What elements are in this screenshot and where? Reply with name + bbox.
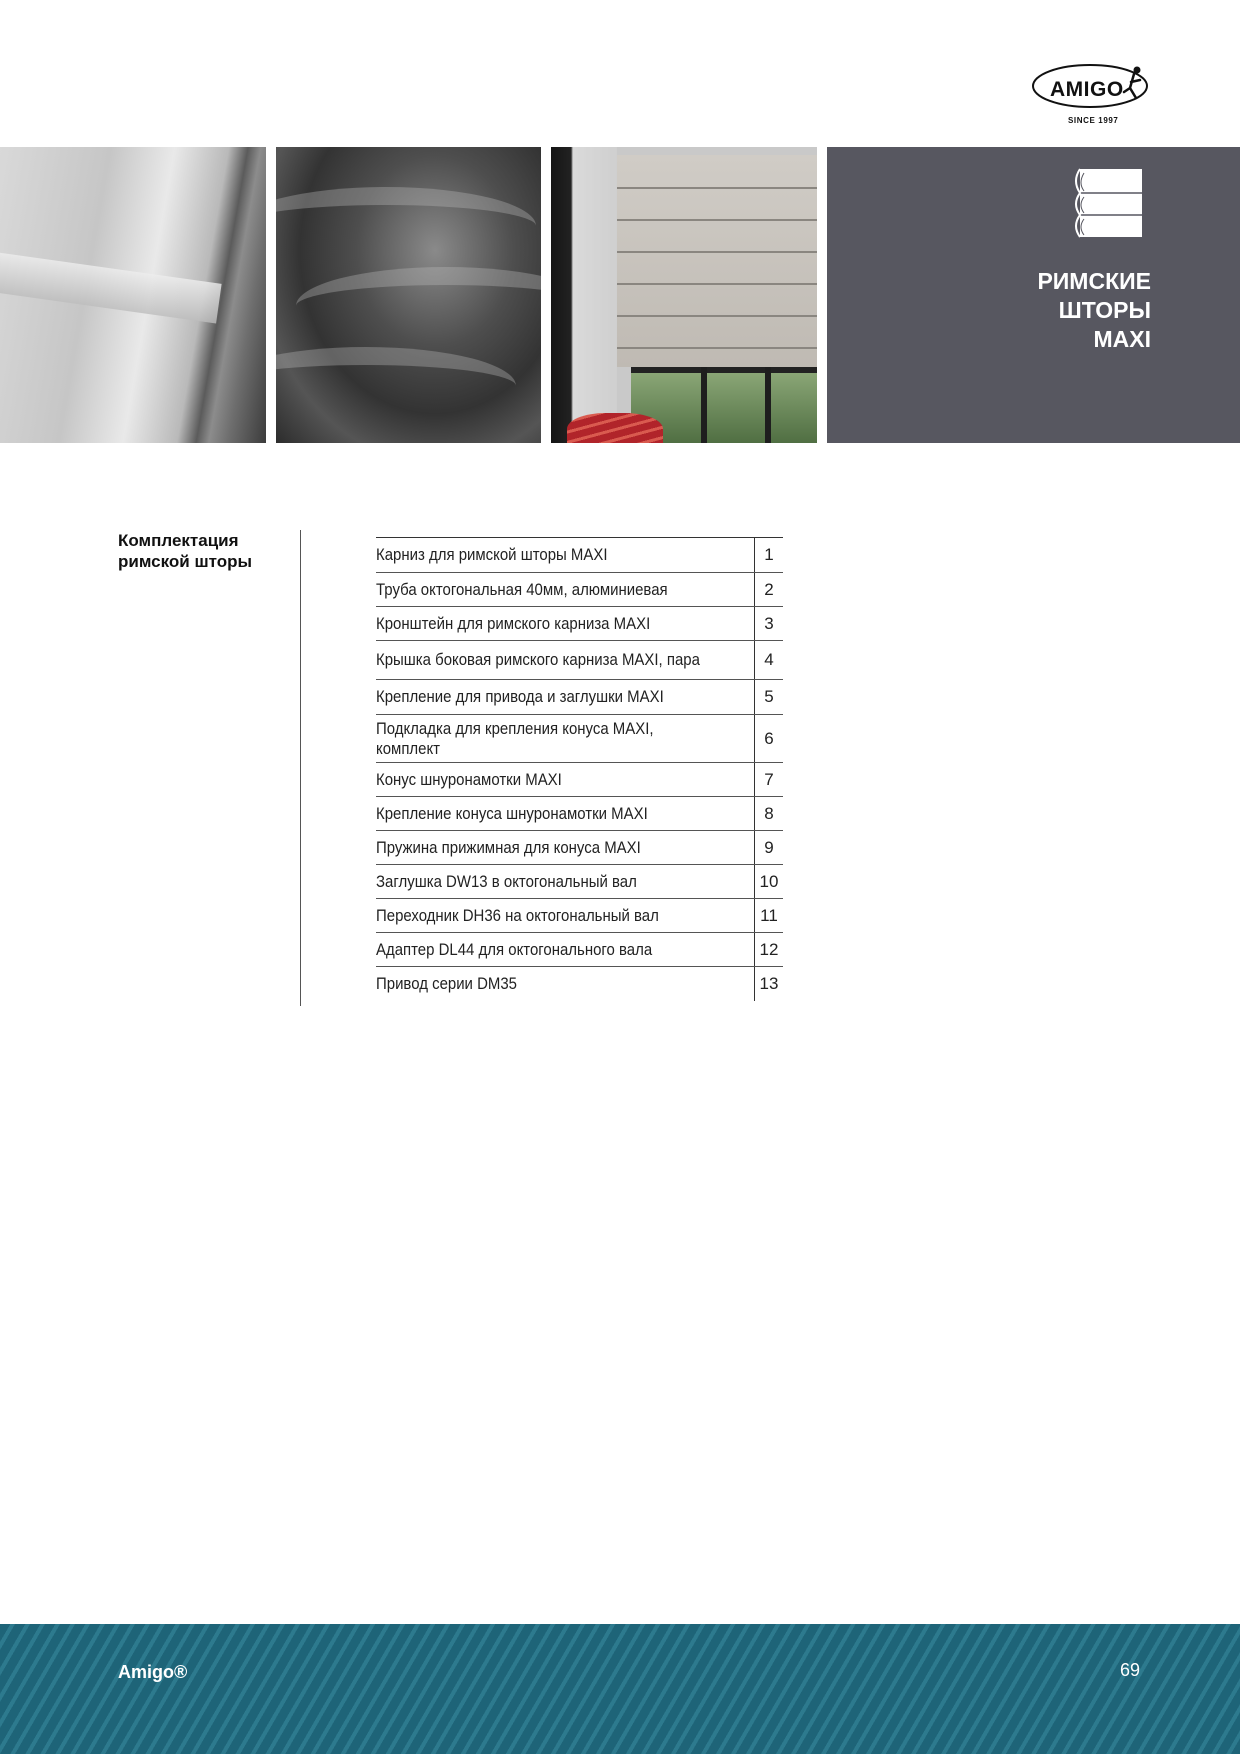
part-number: 1 xyxy=(755,538,784,573)
table-row xyxy=(376,797,783,831)
part-name: Карниз для римской шторы MAXI xyxy=(376,538,755,573)
table-row xyxy=(376,607,783,641)
photo-roman-shade-window xyxy=(551,147,817,443)
photo-window-frame xyxy=(701,367,707,443)
roman-shade-icon xyxy=(1072,167,1144,239)
part-number: 13 xyxy=(755,967,784,1001)
photo-wall xyxy=(551,147,617,443)
table-row xyxy=(376,763,783,797)
title-panel xyxy=(827,147,1240,443)
part-name: Подкладка для крепления конуса MAXI, комплект xyxy=(376,715,755,763)
page-title-line: MAXI xyxy=(1093,326,1151,352)
logo-tagline: SINCE 1997 xyxy=(1068,116,1119,125)
table-row xyxy=(376,933,783,967)
photo-pillow xyxy=(567,413,663,443)
page-title-line: РИМСКИЕ xyxy=(1037,268,1151,294)
part-name: Привод серии DM35 xyxy=(376,973,517,993)
photo-shade-rod xyxy=(617,187,817,189)
table-row xyxy=(376,573,783,607)
part-number: 8 xyxy=(755,797,784,831)
table-row xyxy=(376,865,783,899)
photo-shade-rod xyxy=(617,315,817,317)
part-name: Адаптер DL44 для октогонального вала xyxy=(376,933,755,967)
table-row xyxy=(376,715,783,763)
photo-shade-rod xyxy=(617,347,817,349)
part-name: Пружина прижимная для конуса MAXI xyxy=(376,831,755,865)
photo-fabric-fold xyxy=(276,347,516,425)
part-number: 3 xyxy=(755,607,784,641)
part-name: Труба октогональная 40мм, алюминиевая xyxy=(376,573,755,607)
part-name: Крепление конуса шнуронамотки MAXI xyxy=(376,797,755,831)
table-row xyxy=(376,899,783,933)
section-heading-line: римской шторы xyxy=(118,552,253,571)
part-name: Кронштейн для римского карниза MAXI xyxy=(376,607,755,641)
parts-table xyxy=(376,537,783,1001)
part-number: 9 xyxy=(755,831,784,865)
section-heading-line: Комплектация xyxy=(118,531,239,550)
photo-fabric-fold xyxy=(276,187,536,265)
part-number: 10 xyxy=(755,865,784,899)
photo-shade-rod xyxy=(617,283,817,285)
part-number: 5 xyxy=(755,680,784,715)
part-number: 6 xyxy=(755,715,784,763)
part-name: Крышка боковая римского карниза MAXI, пара xyxy=(376,641,755,680)
table-row xyxy=(376,641,783,680)
photo-window-frame xyxy=(765,367,771,443)
table-row xyxy=(376,538,783,573)
vertical-divider xyxy=(300,530,301,1006)
part-name: Заглушка DW13 в октогональный вал xyxy=(376,865,755,899)
table-row xyxy=(376,680,783,715)
page-number: 69 xyxy=(1119,1660,1140,1680)
page-title xyxy=(1037,267,1151,354)
photo-fabric-fold xyxy=(296,267,541,345)
page-title-line: ШТОРЫ xyxy=(1058,297,1151,323)
part-number: 4 xyxy=(755,641,784,680)
photo-shade-rod xyxy=(617,219,817,221)
table-row xyxy=(376,831,783,865)
part-number: 7 xyxy=(755,763,784,797)
part-number: 2 xyxy=(755,573,784,607)
section-heading xyxy=(118,530,298,572)
part-name: Крепление для привода и заглушки MAXI xyxy=(376,680,755,715)
part-name: Конус шнуронамотки MAXI xyxy=(376,763,755,797)
logo-wordmark: AMIGO xyxy=(1050,78,1124,101)
footer-brand: Amigo® xyxy=(118,1662,188,1682)
table-row xyxy=(376,967,783,1001)
photo-shade-edge xyxy=(0,250,222,323)
photo-roman-shade-closeup xyxy=(0,147,266,443)
part-name: Переходник DH36 на октогональный вал xyxy=(376,899,755,933)
photo-fabric-texture xyxy=(276,147,541,443)
part-number: 11 xyxy=(755,899,784,933)
photo-shade-rod xyxy=(617,251,817,253)
part-number: 12 xyxy=(755,933,784,967)
page-footer xyxy=(0,1624,1240,1754)
brand-logo xyxy=(1030,58,1156,130)
